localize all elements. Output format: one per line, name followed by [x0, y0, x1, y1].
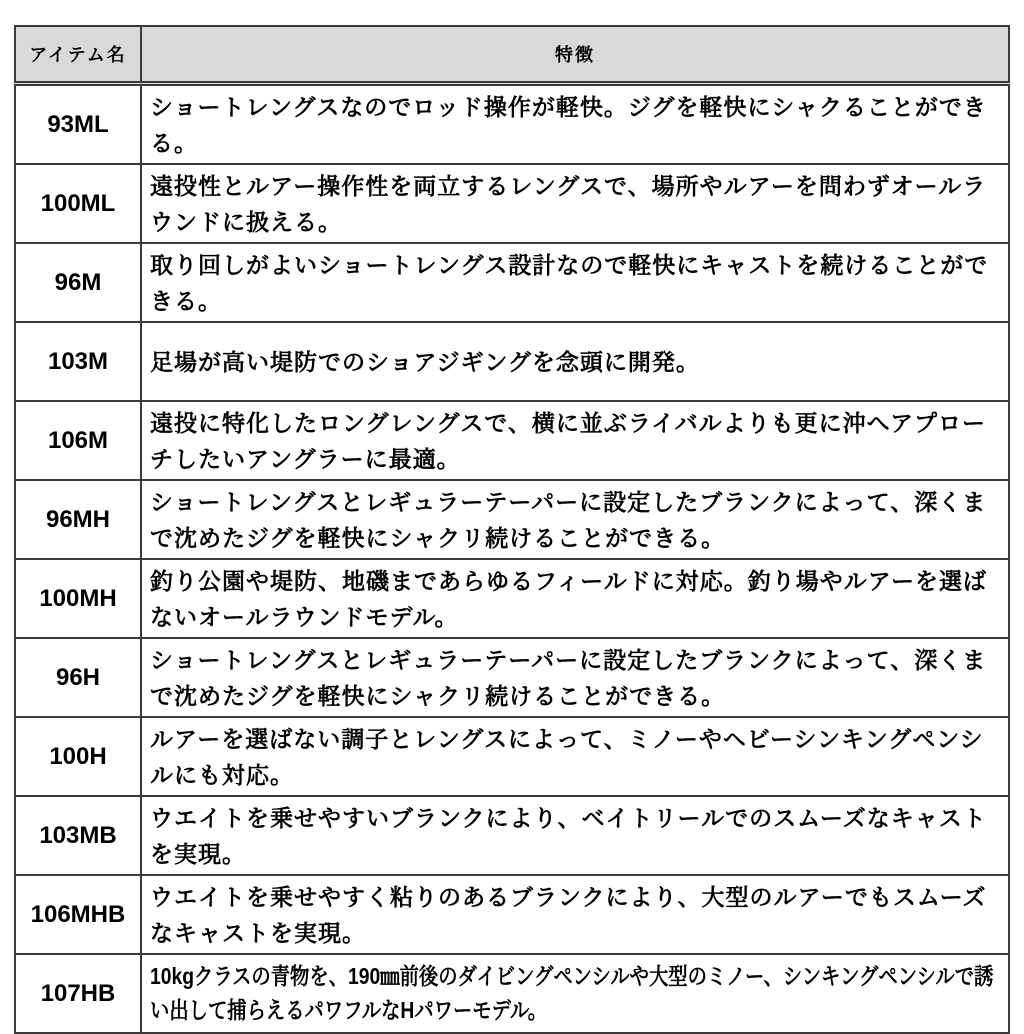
feature-cell [141, 875, 1009, 954]
feature-cell [141, 717, 1009, 796]
feature-cell [141, 954, 1009, 1033]
item-name-cell: 103MB [15, 796, 141, 875]
feature-cell [141, 638, 1009, 717]
header-row [15, 26, 1009, 84]
feature-text: 遠投性とルアー操作性を両立するレングスで、場所やルアーを問わずオールラウンドに扱える。 [150, 172, 987, 235]
item-name-cell: 103M [15, 322, 141, 401]
table-row-93ml [15, 84, 1009, 165]
feature-text: ショートレングスなのでロッド操作が軽快。ジグを軽快にシャクることができる。 [150, 93, 987, 156]
table-row-107hb [15, 954, 1009, 1033]
feature-text: ウエイトを乗せやすく粘りのあるブランクにより、大型のルアーでもスムーズなキャストを実現。 [150, 883, 987, 946]
feature-cell [141, 243, 1009, 322]
item-name-cell: 100ML [15, 164, 141, 243]
item-name-cell: 96H [15, 638, 141, 717]
feature-text: ウエイトを乗せやすいブランクにより、ベイトリールでのスムーズなキャストを実現。 [150, 804, 987, 867]
item-name-cell: 100MH [15, 559, 141, 638]
item-name-cell: 96M [15, 243, 141, 322]
item-name-cell: 100H [15, 717, 141, 796]
table-row-96m [15, 243, 1009, 322]
item-name-cell: 106M [15, 401, 141, 480]
item-name-cell: 107HB [15, 954, 141, 1033]
feature-cell [141, 480, 1009, 559]
feature-cell [141, 322, 1009, 401]
feature-text: 10kgクラスの青物を、190㎜前後のダイビングペンシルや大型のミノー、シンキングペンシルで誘い出して捕らえるパワフルなHパワーモデル。 [150, 963, 994, 1023]
item-name-cell: 93ML [15, 84, 141, 165]
feature-cell [141, 164, 1009, 243]
feature-text: ショートレングスとレギュラーテーパーに設定したブランクによって、深くまで沈めたジグを軽快にシャクリ続けることができる。 [150, 646, 987, 709]
table-row-103mb [15, 796, 1009, 875]
feature-cell [141, 401, 1009, 480]
feature-cell [141, 84, 1009, 165]
item-name-cell: 106MHB [15, 875, 141, 954]
feature-text: ルアーを選ばない調子とレングスによって、ミノーやヘビーシンキングペンシルにも対応。 [150, 725, 984, 788]
header-item-name: アイテム名 [15, 26, 141, 84]
table-row-96h [15, 638, 1009, 717]
feature-text: 足場が高い堤防でのショアジギングを念頭に開発。 [150, 348, 700, 375]
feature-text: ショートレングスとレギュラーテーパーに設定したブランクによって、深くまで沈めたジグを軽快にシャクリ続けることができる。 [150, 488, 987, 551]
table-row-106m [15, 401, 1009, 480]
item-name-cell: 96MH [15, 480, 141, 559]
feature-text: 釣り公園や堤防、地磯まであらゆるフィールドに対応。釣り場やルアーを選ばないオールラウンドモデル。 [150, 567, 988, 630]
table-row-100ml [15, 164, 1009, 243]
feature-text: 取り回しがよいショートレングス設計なので軽快にキャストを続けることができる。 [150, 251, 989, 314]
table-row-100h [15, 717, 1009, 796]
table-row-103m [15, 322, 1009, 401]
table-row-100mh [15, 559, 1009, 638]
feature-cell [141, 796, 1009, 875]
feature-text: 遠投に特化したロングレングスで、横に並ぶライバルよりも更に沖へアプローチしたいアングラーに最適。 [150, 409, 986, 472]
table-body [15, 84, 1009, 1034]
feature-cell [141, 559, 1009, 638]
rod-spec-table [14, 25, 1010, 1034]
table-row-96mh [15, 480, 1009, 559]
table-row-106mhb [15, 875, 1009, 954]
header-feature: 特徴 [141, 26, 1009, 84]
